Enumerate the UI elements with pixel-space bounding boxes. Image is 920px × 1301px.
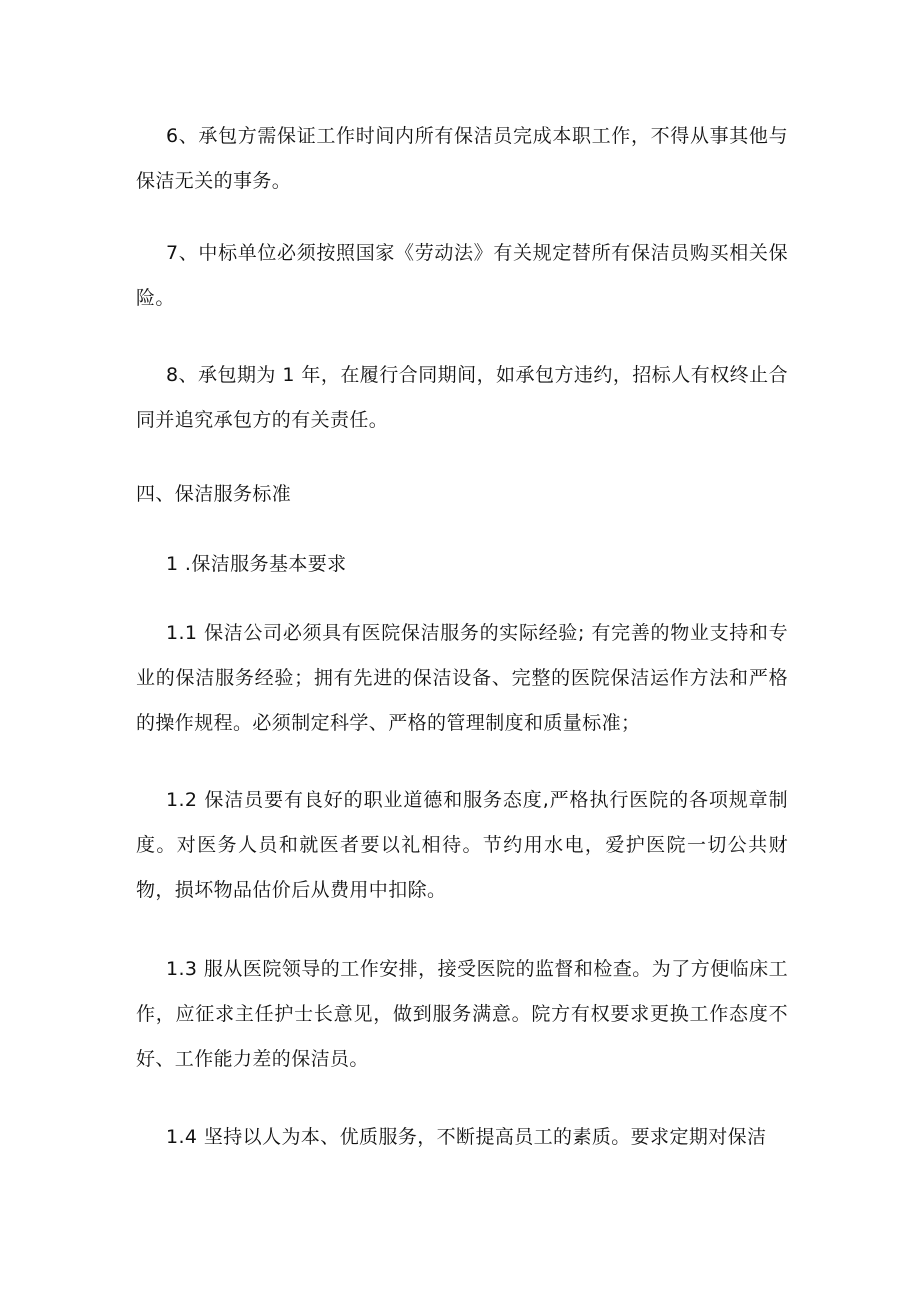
paragraph-1-1: 1.1 保洁公司必须具有医院保洁服务的实际经验; 有完善的物业支持和专业的保洁服务经验；拥有先进的保洁设备、完整的医院保洁运作方法和严格的操作规程。必须制定科学、严格的管理制度和质量标准； xyxy=(136,622,788,734)
paragraph-item-7: 7、中标单位必须按照国家《劳动法》有关规定替所有保洁员购买相关保险。 xyxy=(136,242,788,309)
subsection-heading-basic-requirements: 1 .保洁服务基本要求 xyxy=(166,553,347,575)
paragraph-1-3: 1.3 服从医院领导的工作安排，接受医院的监督和检查。为了方便临床工作，应征求主任护士长意见，做到服务满意。院方有权要求更换工作态度不好、工作能力差的保洁员。 xyxy=(136,958,788,1070)
section-heading-cleaning-standards: 四、保洁服务标准 xyxy=(136,483,292,505)
paragraph-item-6: 6、承包方需保证工作时间内所有保洁员完成本职工作，不得从事其他与保洁无关的事务。 xyxy=(136,125,788,192)
paragraph-item-8: 8、承包期为 1 年，在履行合同期间，如承包方违约，招标人有权终止合同并追究承包方的有关责任。 xyxy=(136,364,788,431)
paragraph-1-2: 1.2 保洁员要有良好的职业道德和服务态度,严格执行医院的各项规章制度。对医务人员和就医者要以礼相待。节约用水电，爱护医院一切公共财物，损坏物品估价后从费用中扣除。 xyxy=(136,789,788,901)
paragraph-1-4: 1.4 坚持以人为本、优质服务，不断提高员工的素质。要求定期对保洁 xyxy=(166,1126,767,1148)
